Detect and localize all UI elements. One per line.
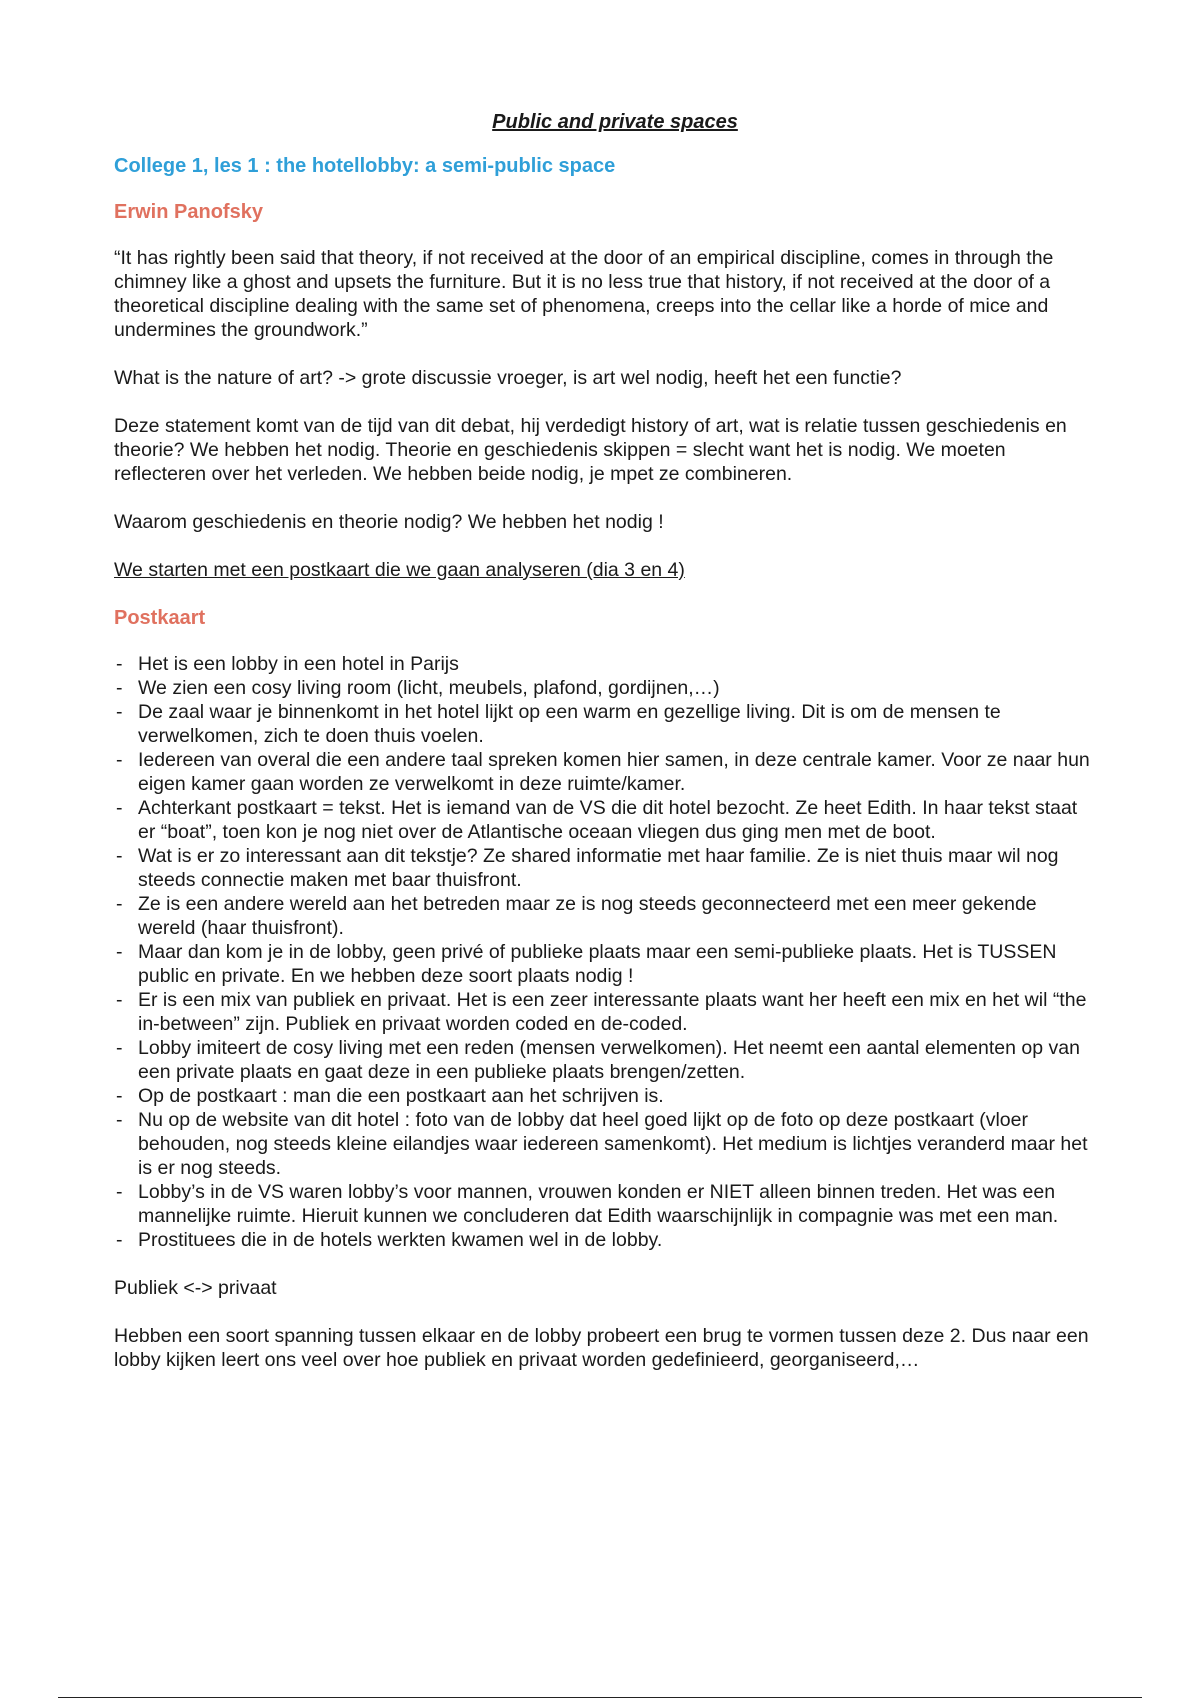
list-item: - De zaal waar je binnenkomt in het hotel lijkt op een warm en gezellige living. Dit is om de mensen te verwelkomen, zich te doen thuis voelen.: [114, 700, 1094, 748]
section-heading-postkaart: Postkaart: [114, 607, 206, 629]
list-item: - Maar dan kom je in de lobby, geen privé of publieke plaats maar een semi-publieke plaats. Het is TUSSEN public en private. En we hebben deze soort plaats nodig !: [114, 940, 1094, 988]
list-item: - Wat is er zo interessant aan dit tekstje? Ze shared informatie met haar familie. Ze is niet thuis maar wil nog steeds connectie maken met baar thuisfront.: [114, 844, 1094, 892]
document-page: [114, 110, 1094, 1396]
underlined-intro-line: We starten met een postkaart die we gaan analyseren (dia 3 en 4): [114, 559, 685, 581]
list-item: - Ze is een andere wereld aan het betreden maar ze is nog steeds geconnecteerd met een meer gekende wereld (haar thuisfront).: [114, 892, 1094, 940]
list-item: - We zien een cosy living room (licht, meubels, plafond, gordijnen,…): [114, 676, 1094, 700]
closing-paragraph: Hebben een soort spanning tussen elkaar en de lobby probeert een brug te vormen tussen deze 2. Dus naar een lobby kijken leert ons veel over hoe publiek en privaat worden gedefinieerd, georganiseerd,…: [114, 1325, 1089, 1371]
list-item: - Nu op de website van dit hotel : foto van de lobby dat heel goed lijkt op de foto op deze postkaart (vloer behouden, nog steeds kleine eilandjes waar iedereen samenkomt). Het medium is lichtjes veranderd maar het is er nog steeds.: [114, 1108, 1094, 1180]
panofsky-quote: “It has rightly been said that theory, if not received at the door of an empirical discipline, comes in through the chimney like a ghost and upsets the furniture. But it is no less true that history, if not received at the door of a theoretical discipline dealing with the same set of phenomena, creeps into the cellar like a horde of mice and undermines the groundwork.”: [114, 247, 1054, 341]
list-item: - Lobby imiteert de cosy living met een reden (mensen verwelkomen). Het neemt een aantal elementen op van een private plaats en gaat deze in een publieke plaats brengen/zetten.: [114, 1036, 1094, 1084]
list-item: - Op de postkaart : man die een postkaart aan het schrijven is.: [114, 1084, 1094, 1108]
paragraph: Deze statement komt van de tijd van dit debat, hij verdedigt history of art, wat is relatie tussen geschiedenis en theorie? We hebben het nodig. Theorie en geschiedenis skippen = slecht want het is nodig. We moeten reflecteren over het verleden. We hebben beide nodig, je mpet ze combineren.: [114, 415, 1067, 485]
postkaart-bullet-list: [114, 652, 1094, 1252]
list-item: - Het is een lobby in een hotel in Parijs: [114, 652, 1094, 676]
paragraph: What is the nature of art? -> grote discussie vroeger, is art wel nodig, heeft het een functie?: [114, 367, 902, 389]
lecture-heading: College 1, les 1 : the hotellobby: a semi-public space: [114, 155, 616, 177]
footer-divider: [58, 1697, 1142, 1698]
list-item: - Iedereen van overal die een andere taal spreken komen hier samen, in deze centrale kamer. Voor ze naar hun eigen kamer gaan worden ze verwelkomt in deze ruimte/kamer.: [114, 748, 1094, 796]
paragraph: Waarom geschiedenis en theorie nodig? We hebben het nodig !: [114, 511, 664, 533]
document-title: Public and private spaces: [492, 111, 738, 133]
list-item: - Lobby’s in de VS waren lobby’s voor mannen, vrouwen konden er NIET alleen binnen treden. Het was een mannelijke ruimte. Hieruit kunnen we concluderen dat Edith waarschijnlijk in compagnie was met een man.: [114, 1180, 1094, 1228]
list-item: - Achterkant postkaart = tekst. Het is iemand van de VS die dit hotel bezocht. Ze heet Edith. In haar tekst staat er “boat”, toen kon je nog niet over de Atlantische oceaan vliegen dus ging men met de boot.: [114, 796, 1094, 844]
section-heading-panofsky: Erwin Panofsky: [114, 201, 263, 223]
list-item: - Er is een mix van publiek en privaat. Het is een zeer interessante plaats want her heeft een mix en het wil “the in-between” zijn. Publiek en privaat worden coded en de-coded.: [114, 988, 1094, 1036]
list-item: - Prostituees die in de hotels werkten kwamen wel in de lobby.: [114, 1228, 1094, 1252]
closing-label: Publiek <-> privaat: [114, 1277, 277, 1299]
